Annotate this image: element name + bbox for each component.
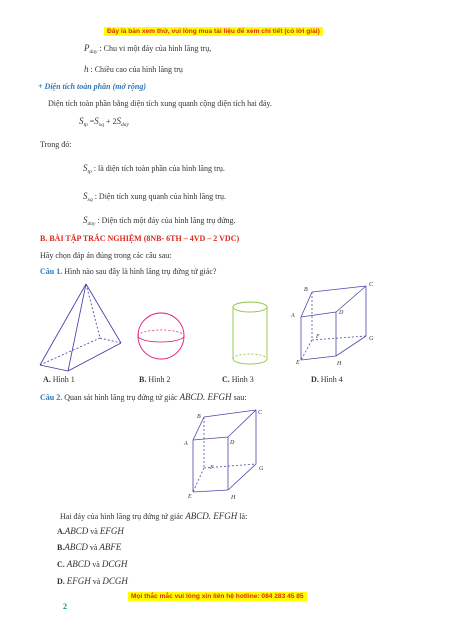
q2-option-c-letter: C.: [57, 560, 65, 569]
item-sxq-symbol: S: [83, 191, 88, 201]
q2-option-d-and: và: [92, 577, 101, 586]
def-perimeter-sub: day: [89, 49, 98, 55]
formula-lhs-sub: tp: [83, 122, 88, 128]
def-perimeter-symbol: P: [84, 43, 90, 53]
q1: [40, 267, 216, 276]
q1-option-c[interactable]: [222, 375, 254, 384]
q2-label-h: H: [231, 495, 236, 501]
q2-label-d: D: [230, 440, 235, 446]
section-tp-intro: Diện tích toàn phần bằng diện tích xung quanh cộng diện tích hai đáy.: [48, 99, 272, 108]
q1-text: Hình nào sau đây là hình lăng trụ đứng tứ giác?: [64, 267, 217, 276]
q1-option-d[interactable]: [311, 375, 343, 384]
q1-option-a-text: Hình 1: [52, 375, 75, 384]
formula-lhs: S: [79, 116, 84, 126]
q1-option-b-letter: B.: [139, 375, 147, 384]
q2-question-pre: Hai đáy của hình lăng trụ đứng tứ giác: [60, 512, 184, 521]
prism-figure-q2: [180, 406, 272, 502]
header-banner: Đây là bản xem thử, vui lòng mua tài liệu để xem chi tiết (có lời giải): [104, 27, 323, 36]
formula-s2-sub: day: [121, 122, 129, 128]
def-height-symbol: h: [84, 64, 89, 74]
q2-option-a-second: EFGH: [99, 526, 124, 536]
q2-label-b: B: [197, 414, 201, 420]
section-b-instruction: Hãy chọn đáp án đúng trong các câu sau:: [40, 251, 172, 260]
item-sday: [83, 215, 236, 227]
formula-eq: =: [89, 117, 95, 126]
q1-label-g: G: [369, 336, 374, 342]
q1-label-a: A: [291, 313, 295, 319]
q1-label-e: E: [296, 360, 300, 366]
formula-plus: + 2: [106, 117, 117, 126]
q1-option-a-letter: A.: [43, 375, 51, 384]
item-sday-sub: day: [87, 221, 96, 227]
item-sxq-text: : Diện tích xung quanh của hình lăng trụ.: [94, 192, 227, 201]
q1-option-c-letter: C.: [222, 375, 230, 384]
item-stp: [83, 163, 225, 175]
q1-option-a[interactable]: [43, 375, 75, 384]
q2-label-e: E: [188, 494, 192, 500]
q2-option-d[interactable]: [57, 576, 128, 586]
q2-label: Câu 2.: [40, 393, 63, 402]
q1-label-h: H: [337, 361, 342, 367]
item-sxq: [83, 191, 226, 203]
def-perimeter: [84, 43, 211, 55]
item-sday-symbol: S: [83, 215, 88, 225]
q2-option-b-and: và: [89, 543, 98, 552]
q1-option-d-letter: D.: [311, 375, 319, 384]
q1-label-f: F: [316, 334, 320, 340]
def-height: [84, 64, 183, 74]
q1-option-b[interactable]: [139, 375, 170, 384]
q2-option-d-second: DCGH: [102, 576, 128, 586]
q2-label-f: F: [210, 465, 214, 471]
item-stp-symbol: S: [83, 163, 88, 173]
q2-option-d-letter: D.: [57, 577, 65, 586]
q1-label: Câu 1.: [40, 267, 63, 276]
q2-math: ABCD. EFGH: [179, 392, 232, 402]
q2-label-c: C: [258, 410, 263, 416]
formula-s1: S: [94, 116, 99, 126]
q2-question: [60, 511, 247, 521]
q2-option-a-letter: A.: [57, 527, 65, 536]
prism-figure-q1: [288, 280, 380, 372]
q2-text-post: sau:: [233, 393, 247, 402]
q1-option-d-text: Hình 4: [320, 375, 343, 384]
q2: [40, 392, 246, 402]
q2-option-b-letter: B.: [57, 543, 65, 552]
section-b-heading: B. BÀI TẬP TRẮC NGHIỆM (8NB- 6TH – 4VD – 2 VDC): [40, 234, 240, 243]
q2-option-b[interactable]: [57, 542, 121, 552]
item-stp-sub: tp: [87, 169, 92, 175]
formula-tp: [79, 116, 129, 128]
q2-option-b-first: ABCD: [64, 542, 88, 552]
q2-option-a[interactable]: [57, 526, 124, 536]
item-sday-text: : Diện tích một đáy của hình lăng trụ đứng.: [97, 216, 236, 225]
section-tp-heading: + Diện tích toàn phần (mở rộng): [38, 82, 146, 91]
q2-option-d-first: EFGH: [66, 576, 91, 586]
q2-option-c-and: và: [92, 560, 100, 569]
item-stp-text: : là diện tích toàn phần của hình lăng trụ.: [93, 164, 225, 173]
q2-option-a-first: ABCD: [64, 526, 89, 536]
q2-text-pre: Quan sát hình lăng trụ đứng tứ giác: [64, 393, 178, 402]
pyramid-figure: [38, 282, 126, 374]
q2-question-math: ABCD. EFGH: [185, 511, 238, 521]
item-sxq-sub: xq: [87, 197, 93, 203]
q2-label-a: A: [184, 441, 188, 447]
q2-question-post: là:: [239, 512, 248, 521]
q2-option-c-first: ABCD: [66, 559, 91, 569]
formula-s1-sub: xq: [98, 122, 104, 128]
q1-label-b: B: [304, 287, 308, 293]
footer-hotline: Mọi thắc mắc vui lòng xin liên hệ hotline: 084 283 45 85: [128, 592, 307, 601]
sphere-figure: [135, 310, 187, 362]
page-number: 2: [63, 602, 67, 611]
q2-option-a-and: và: [90, 527, 98, 536]
q2-option-c-second: DCGH: [101, 559, 128, 569]
q1-option-c-text: Hình 3: [231, 375, 254, 384]
q2-label-g: G: [259, 466, 264, 472]
q1-label-c: C: [369, 282, 374, 288]
def-height-text: : Chiều cao của hình lăng trụ: [90, 65, 183, 74]
def-perimeter-text: : Chu vi một đáy của hình lăng trụ,: [99, 44, 212, 53]
cylinder-figure: [230, 300, 270, 368]
q1-label-d: D: [339, 310, 344, 316]
where-label: Trong đó:: [40, 140, 72, 149]
q2-option-b-second: ABFE: [99, 542, 122, 552]
formula-s2: S: [116, 116, 122, 126]
q2-option-c[interactable]: [57, 559, 127, 569]
q1-option-b-text: Hình 2: [148, 375, 171, 384]
